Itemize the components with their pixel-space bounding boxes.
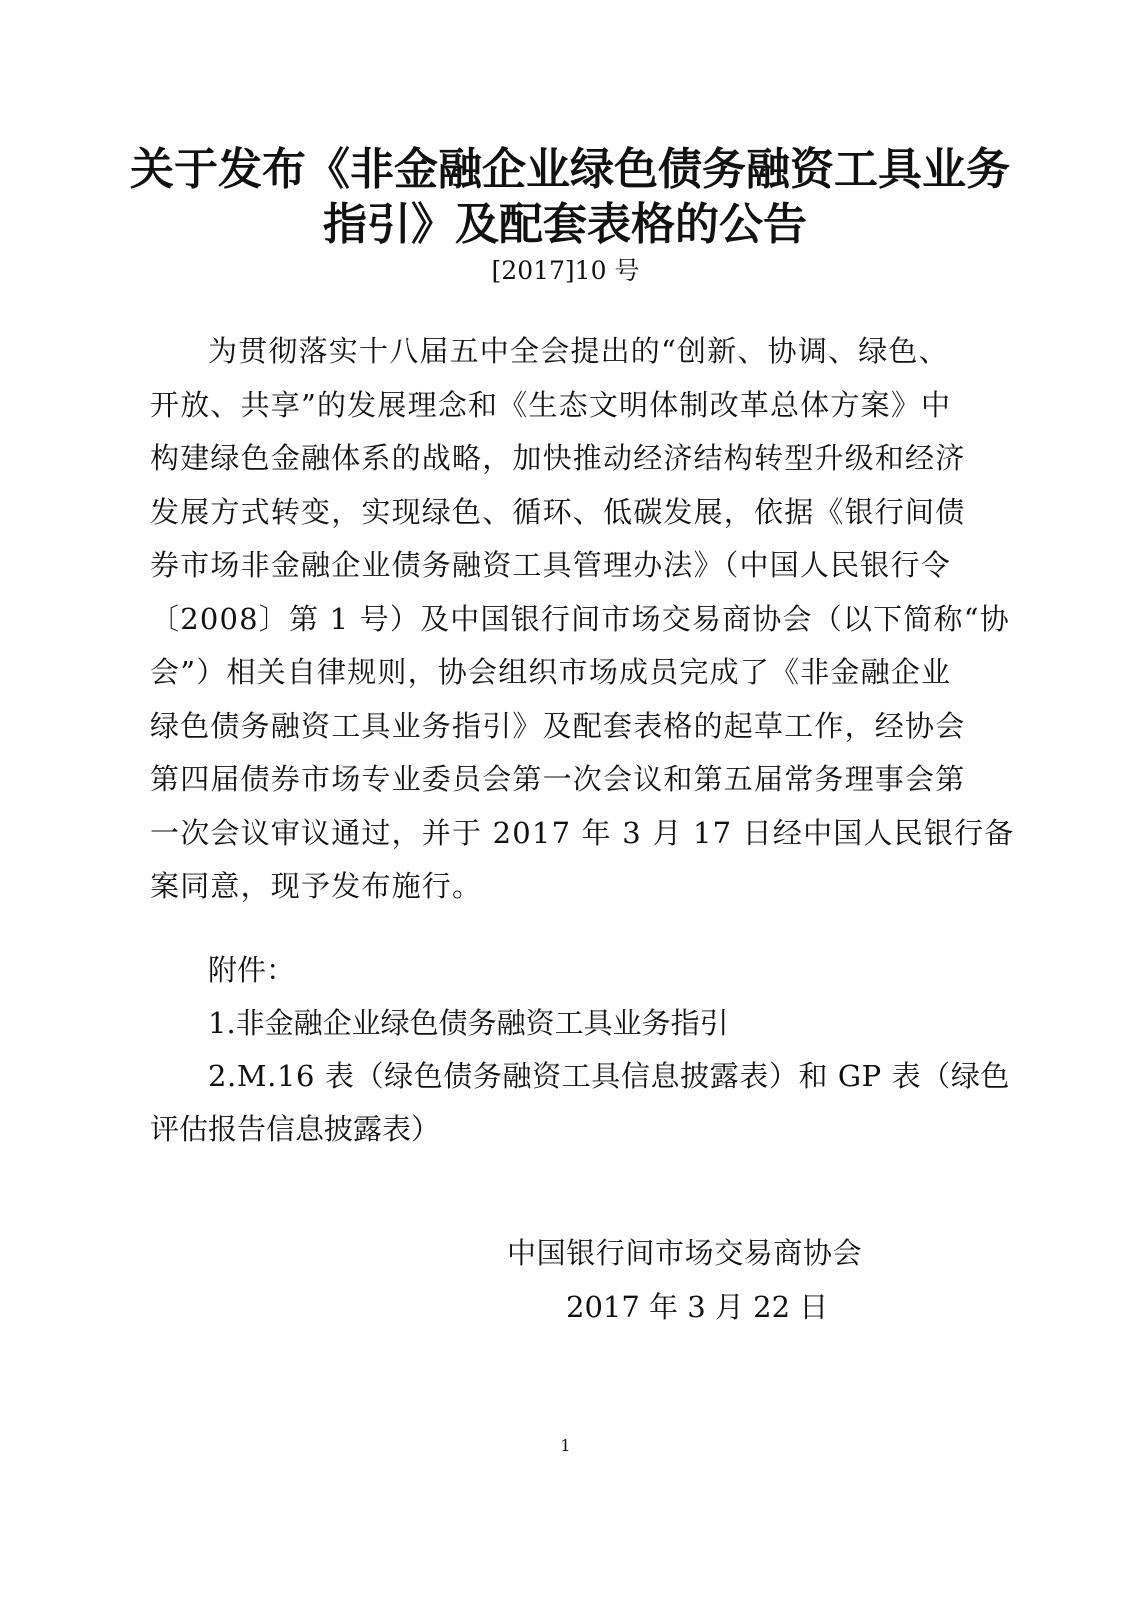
page-number: 1 (560, 1436, 571, 1455)
body-line-7: 会”）相关自律规则，协会组织市场成员完成了《非金融企业 (150, 655, 952, 689)
body-line-11: 案同意，现予发布施行。 (150, 869, 483, 903)
attachment-item-2-line-2: 评估报告信息披露表） (150, 1112, 441, 1146)
issue-date: 2017 年 3 月 22 日 (566, 1290, 829, 1324)
body-line-6: 〔2008〕第 1 号）及中国银行间市场交易商协会（以下简称“协 (150, 601, 1010, 636)
body-line-9: 第四届债券市场专业委员会第一次会议和第五届常务理事会第 (150, 762, 966, 796)
body-line-8: 绿色债务融资工具业务指引》及配套表格的起草工作，经协会 (150, 708, 966, 743)
issuer-signature: 中国银行间市场交易商协会 (507, 1236, 863, 1270)
body-paragraph (150, 325, 1015, 914)
body-line-2: 开放、共享”的发展理念和《生态文明体制改革总体方案》中 (150, 387, 952, 422)
attachment-item-1: 1.非金融企业绿色债务融资工具业务指引 (208, 1006, 729, 1040)
attachments-label: 附件： (208, 953, 296, 987)
document-title-line-2: 指引》及配套表格的公告 (323, 199, 807, 250)
document-title-line-1: 关于发布《非金融企业绿色债务融资工具业务 (130, 144, 1010, 195)
attachment-item-2-line-1: 2.M.16 表（绿色债务融资工具信息披露表）和 GP 表（绿色 (208, 1059, 1011, 1093)
body-line-3: 构建绿色金融体系的战略，加快推动经济结构转型升级和经济 (150, 441, 966, 475)
body-line-4: 发展方式转变，实现绿色、循环、低碳发展，依据《银行间债 (150, 494, 966, 529)
body-line-10: 一次会议审议通过，并于 2017 年 3 月 17 日经中国人民银行备 (150, 815, 1015, 850)
document-number: [2017]10 号 (491, 256, 640, 285)
body-line-5: 券市场非金融企业债务融资工具管理办法》（中国人民银行令 (150, 548, 951, 582)
body-line-1: 为贯彻落实十八届五中全会提出的“创新、协调、绿色、 (208, 334, 949, 368)
